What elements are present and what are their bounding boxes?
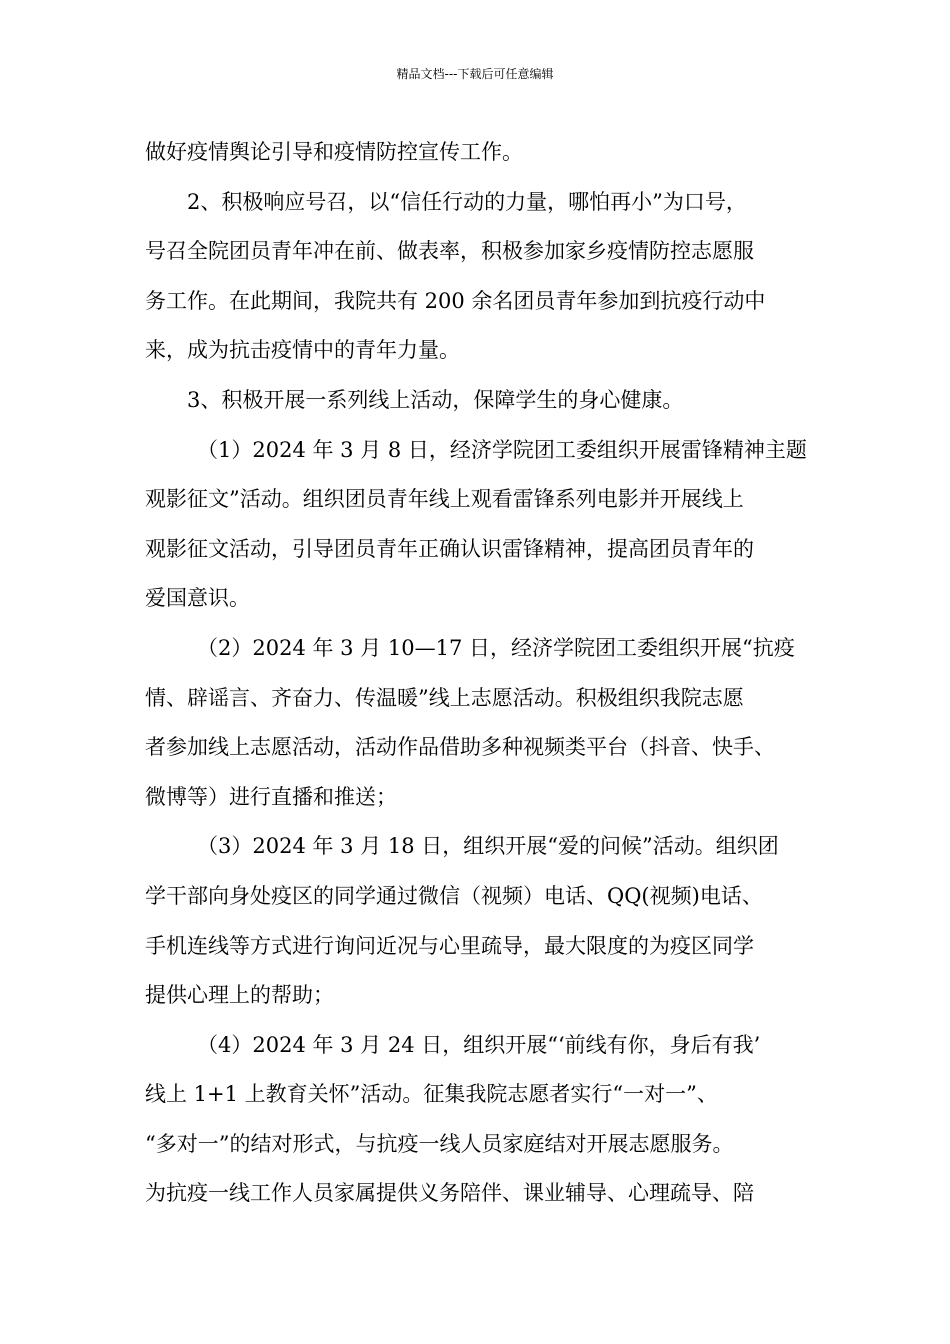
body-line: 线上 1+1 上教育关怀”活动。征集我院志愿者实行“一对一”、	[145, 1082, 718, 1107]
body-line: （1）2024 年 3 月 8 日，经济学院团工委组织开展雷锋精神主题	[197, 437, 807, 462]
body-line: 爱国意识。	[145, 586, 250, 611]
body-line: 来，成为抗击疫情中的青年力量。	[145, 338, 460, 363]
document-body	[145, 128, 825, 1219]
body-line: 学干部向身处疫区的同学通过微信（视频）电话、QQ(视频)电话、	[145, 883, 763, 908]
body-line: “多对一”的结对形式，与抗疫一线人员家庭结对开展志愿服务。	[145, 1131, 734, 1156]
body-line: 微博等）进行直播和推送；	[145, 784, 397, 809]
page-header: 精品文档---下载后可任意编辑	[396, 67, 554, 81]
body-line: （2）2024 年 3 月 10—17 日，经济学院团工委组织开展“抗疫	[197, 635, 795, 660]
body-line: 提供心理上的帮助；	[145, 983, 334, 1008]
body-line: 观影征文活动，引导团员青年正确认识雷锋精神，提高团员青年的	[145, 536, 754, 561]
body-line: 观影征文”活动。组织团员青年线上观看雷锋系列电影并开展线上	[145, 487, 744, 512]
body-line: 情、辟谣言、齐奋力、传温暖”线上志愿活动。积极组织我院志愿	[145, 685, 744, 710]
body-line: 手机连线等方式进行询问近况与心里疏导，最大限度的为疫区同学	[145, 933, 754, 958]
body-line: 号召全院团员青年冲在前、做表率，积极参加家乡疫情防控志愿服	[145, 239, 754, 264]
body-line: 务工作。在此期间，我院共有 200 余名团员青年参加到抗疫行动中	[145, 288, 766, 313]
body-line: 2、积极响应号召，以“信任行动的力量，哪怕再小”为口号，	[187, 189, 747, 214]
body-line: （3）2024 年 3 月 18 日，组织开展“爱的问候”活动。组织团	[197, 834, 779, 859]
body-line: （4）2024 年 3 月 24 日，组织开展“‘前线有你，身后有我’	[197, 1032, 761, 1057]
body-line: 3、积极开展一系列线上活动，保障学生的身心健康。	[187, 387, 684, 412]
body-line: 者参加线上志愿活动，活动作品借助多种视频类平台（抖音、快手、	[145, 735, 775, 760]
body-line: 做好疫情舆论引导和疫情防控宣传工作。	[145, 140, 523, 164]
body-line: 为抗疫一线工作人员家属提供义务陪伴、课业辅导、心理疏导、陪	[145, 1181, 754, 1206]
